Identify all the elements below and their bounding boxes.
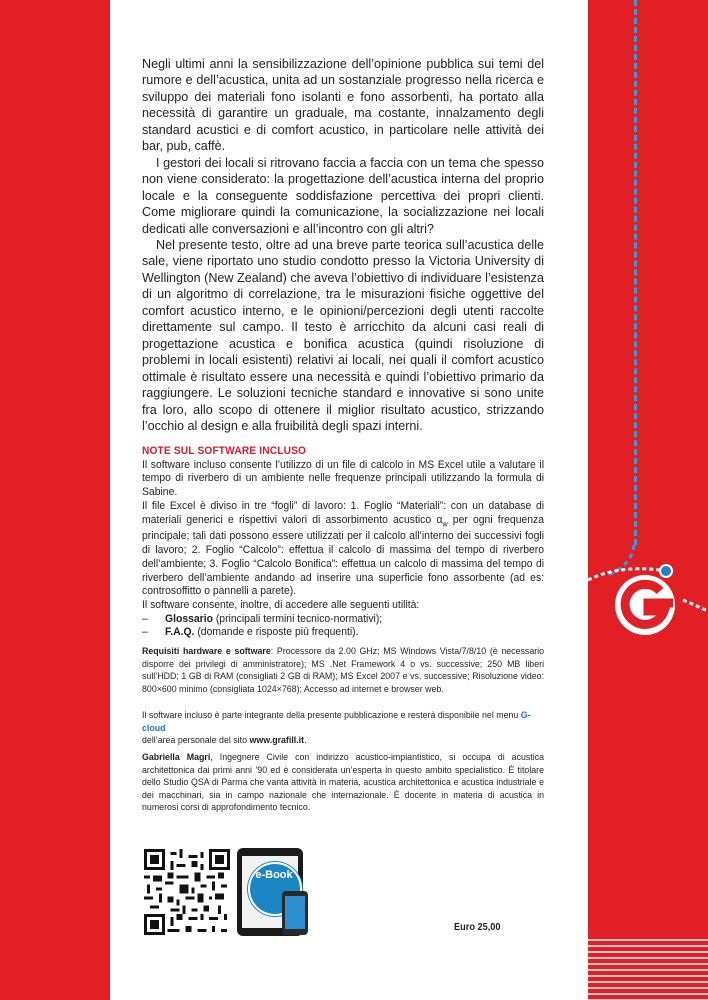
price: Euro 25,00 (454, 922, 501, 933)
author-bio (142, 752, 544, 815)
phone-screen (285, 896, 305, 929)
list-dash: – (142, 626, 148, 639)
software-note-p2-a: Il file Excel è diviso in tre “fogli” di lavoro: 1. Foglio “Materiali”: con un database di materiali generici e rispettivi valori di assorbimento acustico (142, 499, 545, 526)
requirements-text: : Processore da 2.00 GHz; MS Windows Vista/7/8/10 (è necessario disporre dei privilegi di amministratore); MS .Net Framework 4 o vs. successive; 250 MB liberi sull’HDD; 1 GB di RAM (consigliati 2 GB di RAM); MS Excel 2007 e vs. successive; Risoluzione video: 800×600 minimo (consigliata 1024×768); Accesso ad internet e browser web. (142, 646, 545, 695)
right-red-band (588, 0, 708, 1000)
intro-text (142, 56, 544, 434)
list-item (142, 626, 544, 640)
notice-text-a: Il software incluso è parte integrante della presente pubblicazione e resterà disponibile nel menu (142, 710, 521, 721)
gcloud-link[interactable]: G-cloud (142, 710, 531, 734)
software-note-p2 (142, 500, 544, 599)
requirements-label: Requisiti hardware e software (142, 646, 271, 657)
smartphone-icon (282, 891, 308, 935)
software-note-p3: Il software consente, inoltre, di accedere alle seguenti utilità: (142, 598, 420, 611)
intro-paragraph: Negli ultimi anni la sensibilizzazione dell’opinione pubblica sui temi del rumore e dell’acustica, unita ad un sostanziale progresso nella ricerca e sviluppo dei materiali fono isolanti e fono assorbenti, ha portato alla necessità di garantire un graduale, ma costante, innalzamento degli standard acustici e di comfort acustico, in particolare nelle attività dei bar, pub, caffè. (142, 57, 544, 154)
author-bio-text: , Ingegnere Civile con indirizzo acustico-impiantistico, si occupa di acustica architettonica dai primi anni ’90 ed è considerata un’esperta in questo ambito specialistico. È titolare dello Studio QSA di Parma che vanta attività in materia, acustica architettonica e acustica industriale e dei macchinari, sia in campo nazionale che internazionale. È docente in materia di acustica in numerosi corsi di approfondimento tecnico. (142, 752, 545, 814)
intro-paragraph: Nel presente testo, oltre ad una breve parte teorica sull’acustica delle sale, viene riportato uno studio condotto presso la Victoria University di Wellington (New Zealand) che aveva l’obiettivo di individuare l’esistenza di un algoritmo di correlazione, tra le misurazioni fisiche oggettive del comfort acustico interno, e le opinioni/percezioni degli utenti raccolte direttamente sul campo. Il testo è arricchito da alcuni casi reali di progettazione acustica e bonifica acustica (quindi risoluzione di problemi in locali esistenti) relativi ai locali, nei quali il comfort acustico ottimale è risultato essere una necessità e quindi l’obiettivo primario da raggiungere. Le soluzioni tecniche standard e innovative si sono unite fra loro, allo scopo di ottenere il miglior risultato acustico, strizzando l’occhio al design e alla fruibilità degli spazi interni. (142, 237, 544, 433)
alpha-symbol: α (436, 513, 443, 526)
requirements (142, 646, 544, 696)
intro-paragraph: I gestori dei locali si ritrovano faccia a faccia con un tema che spesso non viene considerato: la progettazione dell’acustica interna del proprio locale e la conseguente soddisfazione percettiva dei propri clienti. Come migliorare quindi la comunicazione, la socializzazione nei locali dedicati alle conversazioni e all’incontro con gli altri? (142, 155, 544, 236)
software-note-p1: Il software incluso consente l’utilizzo di un file di calcolo in MS Excel utile a valutare il tempo di riverbero di un ambiente nelle frequenze principali utilizzando la formula di Sabine. (142, 458, 545, 499)
left-red-border (0, 0, 110, 1000)
list-item (142, 613, 544, 627)
grafill-g-logo-icon (588, 545, 708, 645)
notice-text-b: dell’area personale del sito (142, 735, 250, 747)
bottom-stripes (588, 935, 708, 1000)
software-notice (142, 710, 544, 748)
qr-code-icon[interactable] (144, 849, 230, 935)
software-note-p2-b: per ogni frequenza principale; tali dati possono essere utilizzati per il calcolo all’interno dei successivi fogli di lavoro; 2. Foglio “Calcolo”: effettua il calcolo di massima del tempo di riverbero dell’ambiente; 3. Foglio “Calcolo Bonifica”: effettua un calcolo di massima del tempo di riverbero dell’ambiente andando ad inserire una superficie fono assorbente (ad es: controsoffitto o pannelli a parete). (142, 513, 545, 598)
list-item-bold: F.A.Q. (165, 626, 195, 639)
ebook-label: e-Book (255, 869, 293, 881)
utilities-list (142, 613, 544, 640)
notice-text-c: . (304, 735, 307, 747)
software-note (142, 445, 544, 640)
list-item-rest: (domande e risposte più frequenti). (194, 626, 359, 639)
list-item-rest: (principali termini tecnico-normativi); (212, 612, 383, 625)
alpha-subscript: w (442, 518, 448, 528)
author-name: Gabriella Magri (142, 752, 211, 763)
list-dash: – (142, 612, 148, 625)
back-cover-content (110, 0, 588, 1000)
software-note-heading: NOTE SUL SOFTWARE INCLUSO (142, 445, 307, 457)
dashed-path-line (634, 0, 637, 545)
site-link[interactable]: www.grafill.it (249, 735, 305, 747)
list-item-bold: Glossario (165, 612, 213, 625)
